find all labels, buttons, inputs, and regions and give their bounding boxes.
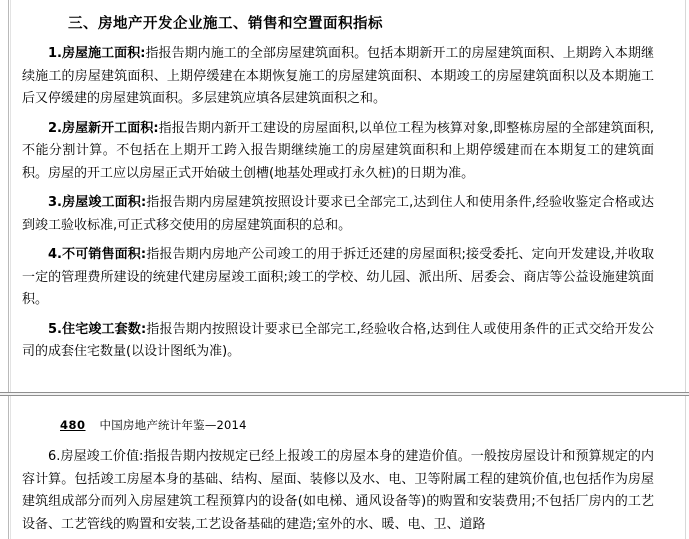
page-break-rule-top [0,392,689,393]
paragraph-lead: 2.房屋新开工面积: [48,120,159,136]
paragraph-housing-construction-area [22,43,670,111]
left-margin-rule-secondary [10,0,11,539]
paragraph-body: 指报告期内按照设计要求已全部完工,经验收合格,达到住人或使用条件的正式交给开发公司的成套住宅数量(以设计图纸为准)。 [22,321,655,359]
paragraph-body: 指报告期内房地产公司竣工的用于拆迁还建的房屋面积;接受委托、定向开发建设,并收取一定的管理费所建设的统建代建房屋竣工面积;竣工的学校、幼儿园、派出所、居委会、商店等公益设施建筑面积。 [22,247,654,307]
paragraph-completed-area [22,192,670,237]
page-content [22,0,670,364]
paragraph-newly-started-area [22,118,670,186]
page-title: 三、房地产开发企业施工、销售和空置面积指标 [68,16,383,32]
paragraph-body: 指报告期内新开工建设的房屋面积,以单位工程为核算对象,即整栋房屋的全部建筑面积,不能分割计算。不包括在上期开工跨入报告期继续施工的房屋建筑面积和上期停缓建而在本期复工的建筑面积。房屋的开工应以房屋正式开始破土创槽(地基处理或打永久桩)的日期为准。 [22,120,654,181]
paragraph-completed-housing-value [22,446,670,536]
paragraph-lead: 3.房屋竣工面积: [48,195,147,210]
book-title: 中国房地产统计年鉴—2014 [99,418,247,432]
paragraph-lead: 6.房屋竣工价值: [48,449,144,464]
next-page-content [22,398,670,536]
left-margin-rule [8,0,9,539]
page-number: 480 [60,418,86,432]
paragraph-non-salable-area [22,244,670,312]
right-margin-rule [685,0,686,539]
paragraph-body: 指报告期内按规定已经上报竣工的房屋本身的建造价值。一般按房屋设计和预算规定的内容计算。包括竣工房屋本身的基础、结构、屋面、装修以及水、电、卫等附属工程的建筑价值,也包括作为房屋建筑组成部分而列入房屋建筑工程预算内的设备(如电梯、通风设备等)的购置和安装费用;不包括厂房内的工艺设备、工艺管线的购置和安装,工艺设备基础的建造;室外的水、暖、电、卫、道路 [22,449,654,532]
running-footer [22,416,670,434]
page-break-rule-bottom [0,395,689,396]
paragraph-body: 指报告期内施工的全部房屋建筑面积。包括本期新开工的房屋建筑面积、上期跨入本期继续施工的房屋建筑面积、上期停缓建在本期恢复施工的房屋建筑面积、本期竣工的房屋建筑面积以及本期施工后又停缓建的房屋建筑面积。多层建筑应填各层建筑面积之和。 [22,46,654,106]
paragraph-lead: 1.房屋施工面积: [48,46,146,61]
paragraph-completed-residential-units [22,319,670,364]
paragraph-body: 指报告期内房屋建筑按照设计要求已全部完工,达到住人和使用条件,经验收鉴定合格或达到竣工验收标准,可正式移交使用的房屋建筑面积的总和。 [22,195,655,233]
paragraph-lead: 4.不可销售面积: [48,247,147,262]
paragraph-lead: 5.住宅竣工套数: [48,321,147,337]
